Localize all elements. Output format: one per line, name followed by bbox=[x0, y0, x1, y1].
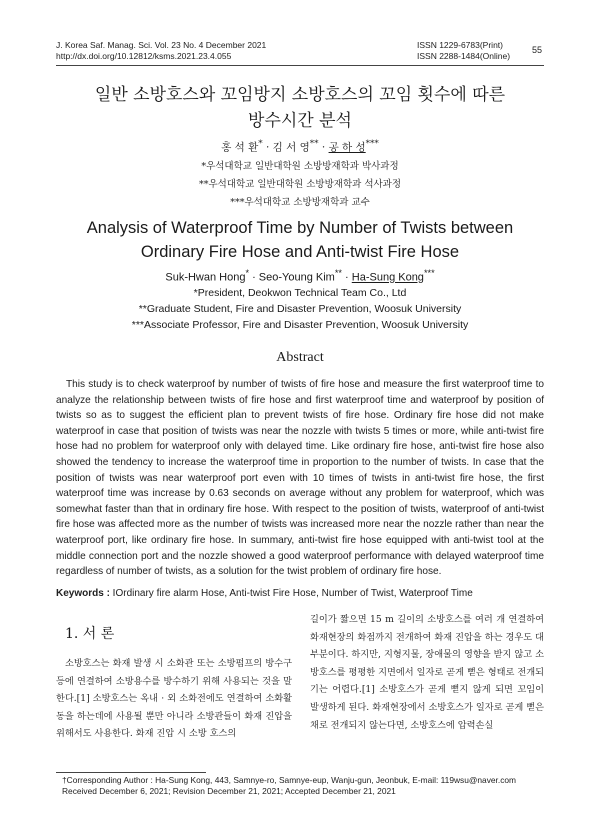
english-title-line2: Ordinary Fire Hose and Anti-twist Fire Hose bbox=[140, 243, 460, 261]
footnote bbox=[62, 775, 516, 797]
korean-authors bbox=[0, 139, 600, 155]
abstract-heading: Abstract bbox=[276, 350, 324, 365]
corresponding-author: †Corresponding Author : Ha-Sung Kong, 443, Samnye-ro, Samnye-eup, Wanju-gun, Jeonbuk, E-mail: 119wsu@naver.com bbox=[62, 775, 517, 785]
english-author-3: Ha-Sung Kong bbox=[351, 271, 424, 284]
korean-title-line1: 일반 소방호스와 꼬임방지 소방호스의 꼬임 횟수에 따른 bbox=[94, 85, 506, 105]
section-1-left-column: 소방호스는 화재 발생 시 소화관 또는 소방펌프의 방수구 등에 연결하여 소방용수를 방수하기 위해 사용되는 것을 말한다.[1] 소방호스는 옥내 · 외 소화전에도 연결하여 소화활동을 하는데에 사용될 뿐만 아니라 소방관들이 화재 진압을 위해서도 사용한다. 화재 진압 시 소방 호스의 bbox=[56, 658, 292, 740]
keywords-label: Keywords : bbox=[56, 588, 110, 599]
korean-author-sep: · bbox=[318, 141, 329, 154]
korean-author-2: · 김 서 영 bbox=[262, 141, 310, 154]
abstract-body: This study is to check waterproof by number of twists of fire hose and measure the first waterproof time to analyze the relationship between twists of fire hose and first waterproof time and waterproof by position of twists so as to suggest the efficient plan to prevent twists of fire hose. Ordinary fire hose did not make waterproof in case that position of twists was near the nozzle with twists 5 times or more, while anti-twist fire hose had no problem for waterproof only with delayed time. Like ordinary fire hose, anti-twist fire hose also showed the tendency to increase the waterproof time in proportion to the number of twists. In case that the position of twists was near waterproof port even with 10 times of twists in anti-twist fire hose, the first waterproof time was increase by 0.63 seconds on average without any problem for waterproof, which was somewhat faster than that in ordinary fire hose. With respect to the position of twists, waterproof of anti-twist fire hose was affected more as the number of twists was increased more near the nozzle rather than near the waterproof port, like ordinary fire hose. In summary, anti-twist fire hose equipped with anti-twist tool at the middle connection port and the nozzle showed a good waterproof performance with delayed waterproof time regardless of number of twists, as a solution for the twist problem of ordinary fire hose. bbox=[56, 379, 544, 578]
english-affiliation-1: *President, Deokwon Technical Team Co., Ltd bbox=[193, 287, 407, 299]
english-author-1: Suk-Hwan Hong bbox=[165, 271, 246, 284]
keywords-list: IOrdinary fire alarm Hose, Anti-twist Fire Hose, Number of Twist, Waterproof Time bbox=[109, 588, 473, 599]
section-1-heading: 1. 서 론 bbox=[65, 626, 115, 642]
english-author-sep: · bbox=[341, 271, 352, 284]
section-1-right-column: 길이가 짧으면 15 m 길이의 소방호스를 여러 개 연결하여 화재현장의 화점까지 전개하여 화재 진압을 하는 경우도 대부분이다. 하지만, 지형지물, 장애물의 영향을 받지 않고 소방호스를 평평한 지면에서 일자로 곧게 뻗은 형태로 전개되기는 어렵다.[1] 소방호스가 곧게 뻗지 않게 되면 꼬임이 발생하게 된다. 화재현장에서 소방호스가 일자로 곧게 뻗은 채로 전개되지 않는다면, 소방호스에 압력손실 bbox=[310, 614, 544, 731]
issn-print: ISSN 1229-6783(Print) bbox=[417, 40, 503, 50]
korean-affiliation-2: **우석대학교 일반대학원 소방방재학과 석사과정 bbox=[198, 179, 402, 190]
english-author-3-mark: *** bbox=[423, 268, 435, 278]
running-header-right bbox=[417, 40, 510, 62]
page-number: 55 bbox=[532, 45, 543, 55]
running-header-left bbox=[56, 40, 266, 62]
keywords bbox=[56, 588, 544, 599]
korean-author-1-mark: * bbox=[258, 139, 263, 149]
korean-title-line2: 방수시간 분석 bbox=[248, 111, 352, 131]
korean-author-2-mark: ** bbox=[309, 139, 319, 149]
footnote-divider bbox=[56, 772, 206, 773]
korean-author-1: 홍 석 환 bbox=[221, 141, 259, 154]
issn-online: ISSN 2288-1484(Online) bbox=[417, 51, 511, 61]
english-author-2-mark: ** bbox=[334, 268, 342, 278]
korean-affiliation-3: ***우석대학교 소방방재학과 교수 bbox=[230, 197, 370, 208]
korean-affiliation-1: *우석대학교 일반대학원 소방방재학과 박사과정 bbox=[201, 161, 399, 172]
doi-link[interactable]: http://dx.doi.org/10.12812/ksms.2021.23.4.055 bbox=[56, 51, 232, 61]
english-author-2: · Seo-Young Kim bbox=[249, 271, 335, 284]
journal-citation: J. Korea Saf. Manag. Sci. Vol. 23 No. 4 December 2021 bbox=[56, 40, 267, 50]
received-dates: Received December 6, 2021; Revision December 21, 2021; Accepted December 21, 2021 bbox=[62, 786, 396, 796]
english-author-1-mark: * bbox=[245, 268, 250, 278]
korean-author-3: 공 하 성 bbox=[328, 141, 366, 154]
english-affiliation-3: ***Associate Professor, Fire and Disaster Prevention, Woosuk University bbox=[131, 319, 469, 331]
english-affiliation-2: **Graduate Student, Fire and Disaster Prevention, Woosuk University bbox=[138, 303, 462, 315]
english-title-line1: Analysis of Waterproof Time by Number of Twists between bbox=[86, 219, 514, 237]
english-authors bbox=[0, 268, 600, 284]
header-divider bbox=[56, 65, 544, 66]
korean-author-3-mark: *** bbox=[365, 139, 379, 149]
